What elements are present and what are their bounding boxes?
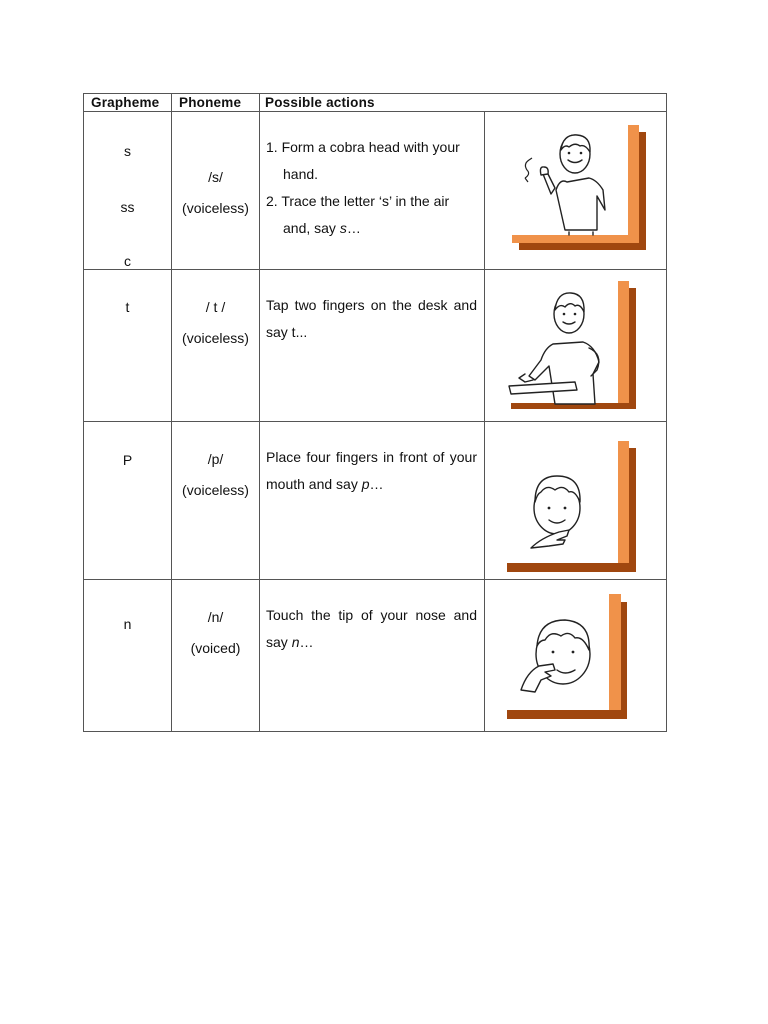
phoneme-symbol: /n/ — [207, 609, 224, 625]
actions-cell — [260, 270, 485, 422]
grapheme-t: t — [125, 299, 130, 315]
illustration-cell — [485, 422, 667, 580]
header-possible-actions: Possible actions — [260, 94, 667, 112]
grapheme-ss: ss — [120, 199, 135, 215]
phoneme-cell — [172, 112, 260, 270]
phoneme-voicing: (voiceless) — [182, 200, 249, 216]
table-row — [84, 270, 667, 422]
boy-waving-cobra-hand-image — [485, 112, 667, 268]
grapheme-cell — [84, 112, 172, 270]
boy-fingers-at-mouth-image — [485, 422, 667, 578]
action-text: Place four fingers in front of your mouth and say p… — [266, 449, 477, 492]
header-row — [84, 94, 667, 112]
phoneme-cell — [172, 580, 260, 732]
actions-cell — [260, 422, 485, 580]
grapheme-cell — [84, 580, 172, 732]
phoneme-voicing: (voiceless) — [182, 482, 249, 498]
phoneme-symbol: /s/ — [208, 169, 223, 185]
boy-tapping-desk-image — [485, 270, 667, 420]
table-row — [84, 422, 667, 580]
actions-cell — [260, 112, 485, 270]
actions-cell — [260, 580, 485, 732]
phonics-actions-table — [83, 93, 667, 732]
grapheme-s: s — [124, 143, 131, 159]
phoneme-cell — [172, 422, 260, 580]
illustration-cell — [485, 270, 667, 422]
boy-touching-nose-image — [485, 580, 667, 730]
phoneme-cell — [172, 270, 260, 422]
header-grapheme: Grapheme — [84, 94, 172, 112]
header-phoneme: Phoneme — [172, 94, 260, 112]
table-row — [84, 580, 667, 732]
action-step-2: 2. Trace the letter ‘s’ in the air and, say s… — [266, 193, 450, 236]
grapheme-n: n — [123, 616, 132, 632]
phoneme-voicing: (voiceless) — [182, 330, 249, 346]
phoneme-voicing: (voiced) — [190, 640, 241, 656]
illustration-cell — [485, 580, 667, 732]
action-text: Touch the tip of your nose and say n… — [266, 607, 477, 650]
grapheme-cell — [84, 270, 172, 422]
phoneme-symbol: /p/ — [207, 451, 224, 467]
action-text: Tap two fingers on the desk and say t... — [266, 297, 477, 340]
action-steps — [266, 134, 477, 242]
action-step-1: 1. Form a cobra head with your hand. — [266, 139, 460, 182]
grapheme-p: P — [122, 452, 133, 468]
illustration-cell — [485, 112, 667, 270]
grapheme-c: c — [124, 253, 131, 269]
phoneme-symbol: / t / — [205, 299, 226, 315]
grapheme-cell — [84, 422, 172, 580]
table-row — [84, 112, 667, 270]
